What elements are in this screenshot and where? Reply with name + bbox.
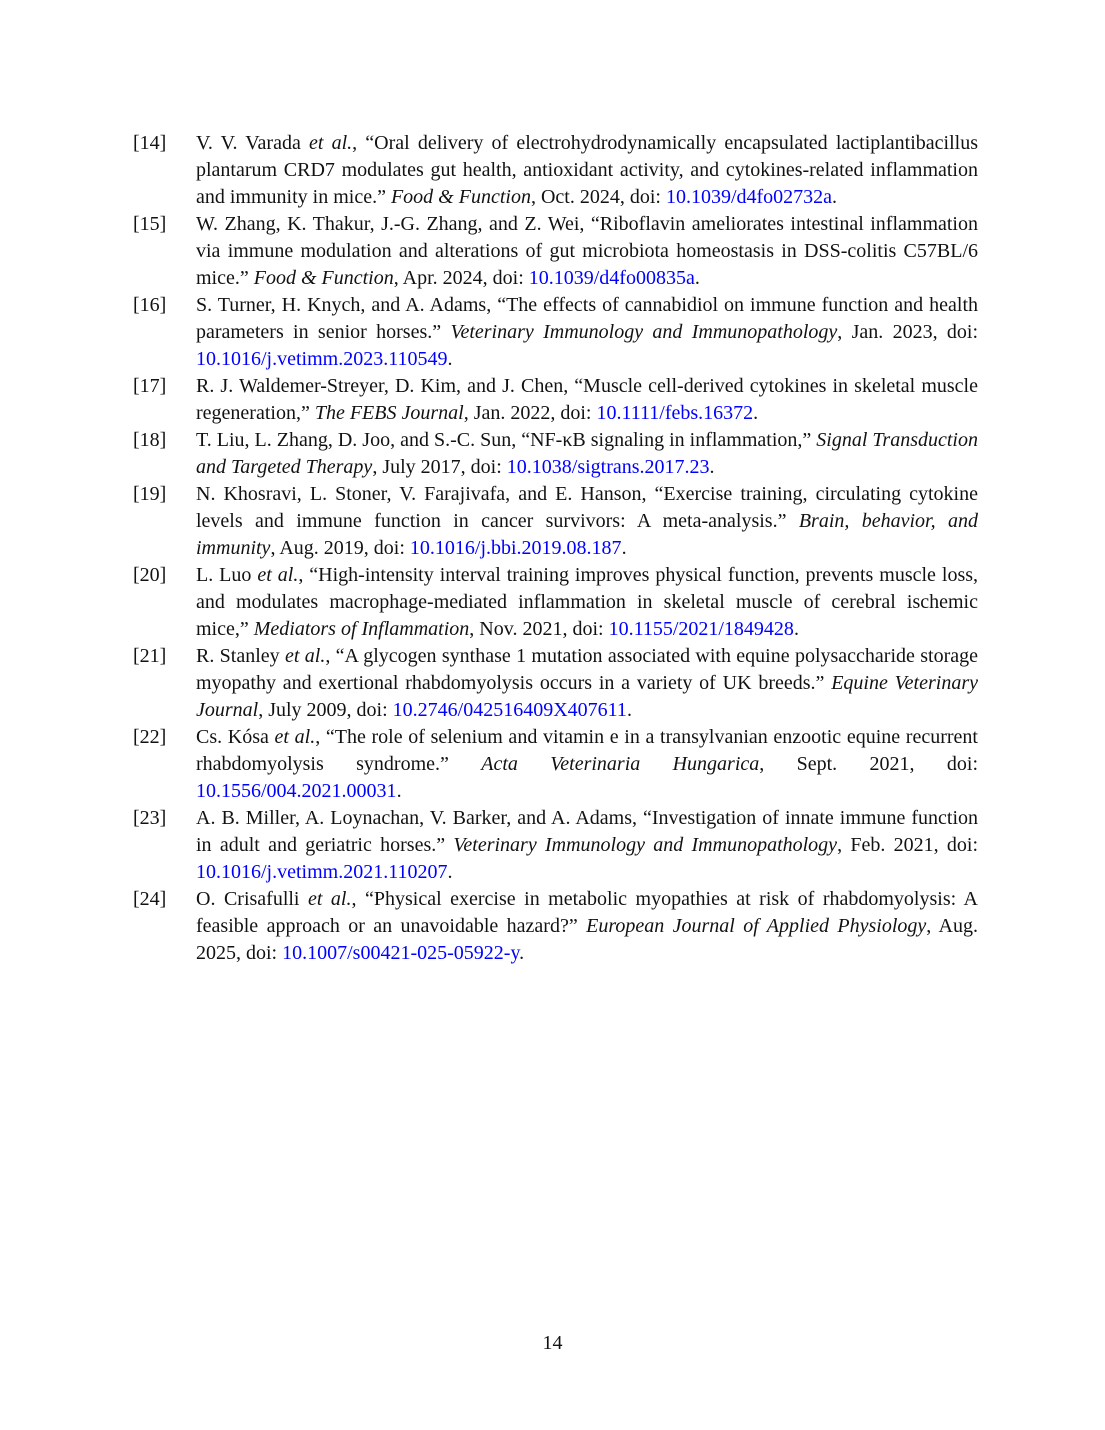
reference-item [133,724,978,805]
doi-link[interactable]: 10.1556/004.2021.00031 [196,780,397,802]
italic-text: et al. [285,645,326,667]
italic-text: European Journal of Applied Physiology [586,915,927,937]
doi-link[interactable]: 10.1039/d4fo00835a [528,267,695,289]
page-number: 14 [542,1332,563,1354]
reference-text: R. J. Waldemer-Streyer, D. Kim, and J. Chen, “Muscle cell-derived cytokines in skeletal muscle regeneration,” The FEBS Journal, Jan. 2022, doi: 10.1111/febs.16372. [196,375,978,424]
reference-label: [21] [133,645,167,667]
italic-text: The FEBS Journal [314,402,464,424]
reference-label: [23] [133,807,167,829]
doi-link[interactable]: 10.1016/j.vetimm.2023.110549 [196,348,448,370]
reference-text: Cs. Kósa et al., “The role of selenium and vitamin e in a transylvanian enzootic equine recurrent rhabdomyolysis syndrome.” Acta Veterinaria Hungarica, Sept. 2021, doi: 10.1556/004.2021.00031. [196,726,979,802]
doi-link[interactable]: 10.1016/j.vetimm.2021.110207 [196,861,448,883]
italic-text: Food & Function [390,186,531,208]
reference-item [133,805,978,886]
italic-text: Signal Transduction and Targeted Therapy [196,429,978,478]
reference-label: [14] [133,132,167,154]
reference-item [133,886,978,967]
reference-item [133,643,978,724]
reference-item [133,427,978,481]
doi-link[interactable]: 10.1007/s00421-025-05922-y [282,942,520,964]
doi-link[interactable]: 10.1155/2021/1849428 [608,618,794,640]
doi-link[interactable]: 10.1016/j.bbi.2019.08.187 [409,537,622,559]
reference-item [133,373,978,427]
italic-text: Acta Veterinaria Hungarica [481,753,760,775]
reference-item [133,130,978,211]
reference-label: [20] [133,564,167,586]
italic-text: Mediators of Inflammation [253,618,470,640]
italic-text: Veterinary Immunology and Immunopathology [453,834,838,856]
reference-text: R. Stanley et al., “A glycogen synthase 1 mutation associated with equine polysaccharide storage myopathy and exertional rhabdomyolysis occurs in a variety of UK breeds.” Equine Veterinary Journal, July 2009, doi: 10.2746/042516409X407611. [196,645,978,721]
reference-label: [16] [133,294,167,316]
italic-text: Brain, behavior, and immunity [196,510,978,559]
reference-label: [22] [133,726,167,748]
reference-text: O. Crisafulli et al., “Physical exercise in metabolic myopathies at risk of rhabdomyolysis: A feasible approach or an unavoidable hazard?” European Journal of Applied Physiology, Aug. 2025, doi: 10.1007/s00421-025-05922-y. [196,888,978,964]
reference-item [133,481,978,562]
reference-item [133,562,978,643]
reference-label: [24] [133,888,167,910]
reference-label: [15] [133,213,167,235]
reference-label: [17] [133,375,167,397]
doi-link[interactable]: 10.1039/d4fo02732a [665,186,833,208]
italic-text: et al. [274,726,316,748]
reference-text: S. Turner, H. Knych, and A. Adams, “The effects of cannabidiol on immune function and health parameters in senior horses.” Veterinary Immunology and Immunopathology, Jan. 2023, doi: 10.1016/j.vetimm.2023.110549. [196,294,979,370]
reference-label: [18] [133,429,167,451]
reference-text: L. Luo et al., “High-intensity interval training improves physical function, prevents muscle loss, and modulates macrophage-mediated inflammation in skeletal muscle of cerebral ischemic mice,” Mediators of Inflammation, Nov. 2021, doi: 10.1155/2021/1849428. [196,564,979,640]
reference-label: [19] [133,483,167,505]
reference-text: N. Khosravi, L. Stoner, V. Farajivafa, and E. Hanson, “Exercise training, circulating cytokine levels and immune function in cancer survivors: A meta-analysis.” Brain, behavior, and immunity, Aug. 2019, doi: 10.1016/j.bbi.2019.08.187. [196,483,978,559]
reference-text: V. V. Varada et al., “Oral delivery of electrohydrodynamically encapsulated lactiplantibacillus plantarum CRD7 modulates gut health, antioxidant activity, and cytokines-related inflammation and immunity in mice.” Food & Function, Oct. 2024, doi: 10.1039/d4fo02732a. [196,132,978,208]
reference-text: W. Zhang, K. Thakur, J.-G. Zhang, and Z. Wei, “Riboflavin ameliorates intestinal inflammation via immune modulation and alterations of gut microbiota homeostasis in DSS-colitis C57BL/6 mice.” Food & Function, Apr. 2024, doi: 10.1039/d4fo00835a. [196,213,978,289]
italic-text: Veterinary Immunology and Immunopathology [450,321,838,343]
doi-link[interactable]: 10.1038/sigtrans.2017.23 [506,456,710,478]
references-list [133,130,978,967]
italic-text: Equine Veterinary Journal [196,672,978,721]
reference-item [133,211,978,292]
italic-text: et al. [308,132,353,154]
reference-item [133,292,978,373]
doi-link[interactable]: 10.2746/042516409X407611 [392,699,627,721]
reference-text: A. B. Miller, A. Loynachan, V. Barker, and A. Adams, “Investigation of innate immune function in adult and geriatric horses.” Veterinary Immunology and Immunopathology, Feb. 2021, doi: 10.1016/j.vetimm.2021.110207. [196,807,978,883]
italic-text: et al. [257,564,299,586]
doi-link[interactable]: 10.1111/febs.16372 [596,402,754,424]
italic-text: Food & Function [253,267,394,289]
italic-text: et al. [307,888,352,910]
reference-text: T. Liu, L. Zhang, D. Joo, and S.-C. Sun, “NF-κB signaling in inflammation,” Signal Transduction and Targeted Therapy, July 2017, doi: 10.1038/sigtrans.2017.23. [196,429,978,478]
